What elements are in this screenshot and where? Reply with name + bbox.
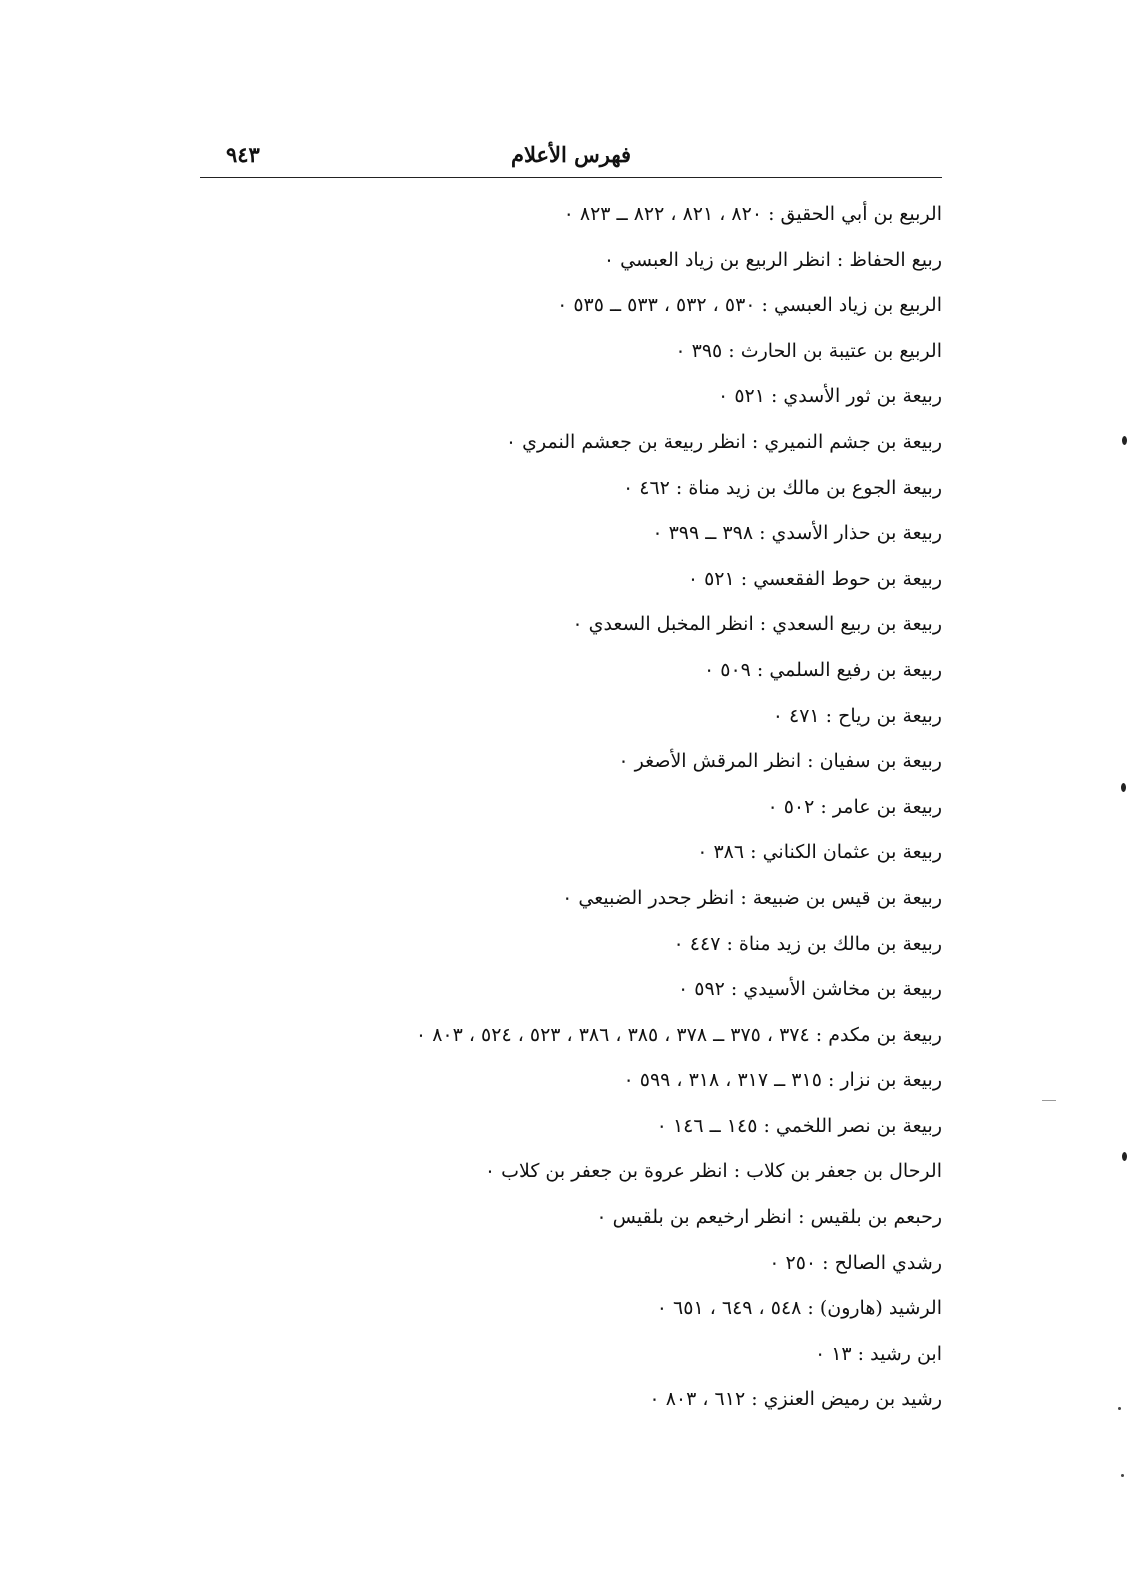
index-entry: ربيعة بن ربيع السعدي : انظر المخبل السعدي ٠ (572, 613, 942, 636)
scan-mark (1121, 783, 1126, 792)
header-rule (200, 177, 942, 178)
index-entry: الربيع بن عتيبة بن الحارث : ٣٩٥ ٠ (675, 339, 942, 362)
scan-dot (1118, 1407, 1121, 1410)
index-entry: ربيعة بن نصر اللخمي : ١٤٥ ــ ١٤٦ ٠ (656, 1114, 942, 1137)
scan-mark (1122, 436, 1127, 445)
index-entry: الربيع بن أبي الحقيق : ٨٢٠ ، ٨٢١ ، ٨٢٢ ــ ٨٢٣ ٠ (563, 203, 942, 225)
index-entry-list (182, 196, 942, 1427)
page-number: ٩٤٣ (226, 142, 260, 167)
scan-mark (1122, 1152, 1127, 1161)
index-entry: ربيعة بن حوط الفقعسي : ٥٢١ ٠ (687, 567, 942, 590)
index-entry: ربيعة بن رياح : ٤٧١ ٠ (772, 704, 942, 727)
index-entry: الربيع بن زياد العبسي : ٥٣٠ ، ٥٣٢ ، ٥٣٣ ــ ٥٣٥ ٠ (557, 294, 942, 317)
index-entry: ربيعة بن نزار : ٣١٥ ــ ٣١٧ ، ٣١٨ ، ٥٩٩ ٠ (623, 1069, 942, 1092)
page-title: فهرس الأعلام (510, 142, 632, 167)
index-entry: ربيعة بن سفيان : انظر المرقش الأصغر ٠ (618, 750, 942, 773)
scan-dot (1121, 1474, 1124, 1477)
index-entry: ربيعة بن مالك بن زيد مناة : ٤٤٧ ٠ (673, 932, 942, 955)
index-entry: رشدي الصالح : ٢٥٠ ٠ (769, 1251, 942, 1274)
running-header (200, 142, 942, 178)
index-entry: ربيعة بن ثور الأسدي : ٥٢١ ٠ (718, 385, 942, 408)
index-entry: ابن رشيد : ١٣ ٠ (814, 1342, 942, 1365)
index-entry: ربيعة بن قيس بن ضبيعة : انظر جحدر الضبيعي ٠ (562, 886, 942, 909)
index-entry: ربيعة بن حذار الأسدي : ٣٩٨ ــ ٣٩٩ ٠ (652, 522, 942, 545)
index-entry: ربيعة بن مكدم : ٣٧٤ ، ٣٧٥ ــ ٣٧٨ ، ٣٨٥ ، ٣٨٦ ، ٥٢٣ ، ٥٢٤ ، ٨٠٣ ٠ (415, 1023, 942, 1046)
index-entry: ربيعة الجوع بن مالك بن زيد مناة : ٤٦٢ ٠ (622, 476, 942, 499)
scan-line (1042, 1100, 1056, 1101)
index-entry: ربيعة بن عامر : ٥٠٢ ٠ (767, 795, 942, 818)
index-entry: الرحال بن جعفر بن كلاب : انظر عروة بن جعفر بن كلاب ٠ (484, 1160, 942, 1183)
index-entry: ربيع الحفاظ : انظر الربيع بن زياد العبسي ٠ (603, 248, 942, 271)
index-entry: ربيعة بن عثمان الكناني : ٣٨٦ ٠ (697, 841, 942, 864)
index-entry: ربيعة بن جشم النميري : انظر ربيعة بن جعشم النمري ٠ (505, 430, 942, 453)
index-entry: الرشيد (هارون) : ٥٤٨ ، ٦٤٩ ، ٦٥١ ٠ (656, 1297, 942, 1320)
index-entry: ربيعة بن رفيع السلمي : ٥٠٩ ٠ (703, 658, 942, 681)
index-entry: رحبعم بن بلقيس : انظر ارخيعم بن بلقيس ٠ (596, 1206, 942, 1229)
index-entry: رشيد بن رميض العنزي : ٦١٢ ، ٨٠٣ ٠ (649, 1388, 942, 1411)
index-entry: ربيعة بن مخاشن الأسيدي : ٥٩٢ ٠ (677, 978, 942, 1001)
